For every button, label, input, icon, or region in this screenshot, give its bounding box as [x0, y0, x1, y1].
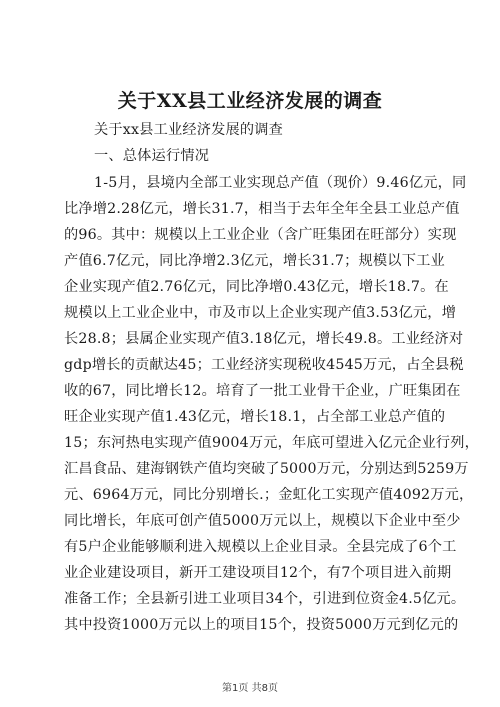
paragraph-line: 有5户企业能够顺利进入规模以上企业目录。全县完成了6个工	[64, 539, 457, 555]
section-heading: 一、总体运行情况	[94, 148, 210, 164]
paragraph-line: 比净增2.28亿元，增长31.7，相当于去年全年全县工业总产值	[64, 201, 460, 217]
paragraph-line: 同比增长，年底可创产值5000万元以上，规模以下企业中至少	[64, 513, 461, 529]
document-title: 关于XX县工业经济发展的调查	[117, 90, 383, 112]
paragraph-line: 业企业建设项目，新开工建设项目12个，有7个项目进入前期	[64, 565, 452, 581]
paragraph-line: 企业实现产值2.76亿元，同比净增0.43亿元，增长18.7。在	[64, 279, 449, 295]
paragraph-line: 的96。其中：规模以上工业企业（含广旺集团在旺部分）实现	[64, 227, 457, 243]
paragraph-line: 规模以上工业企业中，市及市以上企业实现产值3.53亿元，增	[64, 305, 457, 321]
paragraph-line: 收的67，同比增长12。培育了一批工业骨干企业，广旺集团在	[64, 383, 461, 399]
paragraph-line: 汇昌食品、建海钢铁产值均突破了5000万元，分别达到5259万	[64, 461, 469, 477]
page-indicator: 第1页 共8页	[222, 683, 278, 694]
paragraph-line: 其中投资1000万元以上的项目15个，投资5000万元到亿元的	[64, 617, 459, 633]
paragraph-line: 长28.8；县属企业实现产值3.18亿元，增长49.8。工业经济对	[64, 331, 464, 347]
document-subtitle: 关于xx县工业经济发展的调查	[94, 122, 284, 138]
paragraph-line: 元、6964万元，同比分别增长.；金虹化工实现产值4092万元，	[64, 487, 474, 503]
paragraph-line: 准备工作；全县新引进工业项目34个，引进到位资金4.5亿元。	[64, 591, 466, 607]
paragraph-line: 1-5月，县境内全部工业实现总产值（现价）9.46亿元，同	[94, 175, 467, 191]
paragraph-line: 15；东河热电实现产值9004万元，年底可望进入亿元企业行列，	[64, 435, 480, 451]
paragraph-line: 旺企业实现产值1.43亿元，增长18.1，占全部工业总产值的	[64, 409, 446, 425]
paragraph-line: gdp增长的贡献达45；工业经济实现税收4545万元，占全县税	[64, 357, 464, 373]
paragraph-line: 产值6.7亿元，同比净增2.3亿元，增长31.7；规模以下工业	[64, 253, 445, 269]
